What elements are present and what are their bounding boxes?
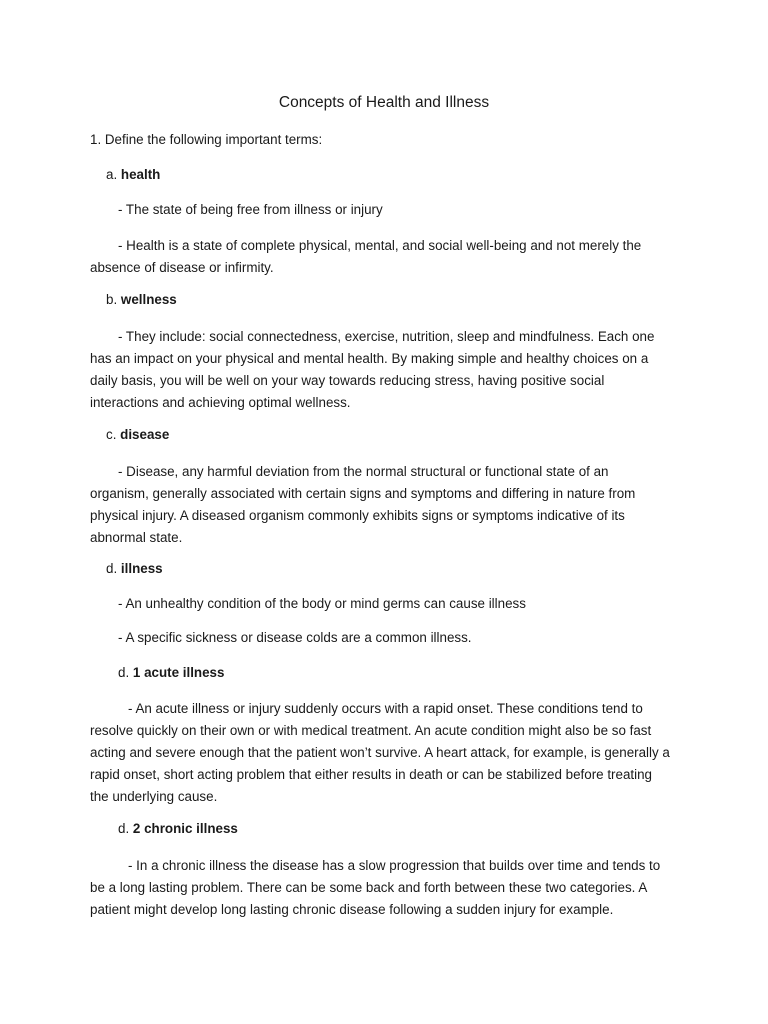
illness-definition-1: - An unhealthy condition of the body or mind germs can cause illness bbox=[118, 596, 526, 611]
term-label: a. bbox=[106, 167, 118, 182]
term-heading-acute-illness bbox=[118, 665, 224, 680]
health-definition-2: - Health is a state of complete physical, mental, and social well-being and not merely the absence of disease or infirmity. bbox=[90, 238, 642, 275]
term-name: 2 chronic illness bbox=[132, 821, 238, 836]
term-heading-chronic-illness bbox=[118, 821, 238, 836]
page-title: Concepts of Health and Illness bbox=[278, 94, 490, 111]
term-heading-illness bbox=[106, 561, 163, 576]
acute-illness-definition: - An acute illness or injury suddenly occurs with a rapid onset. These conditions tend to resolve quickly on their own or with medical treatment. An acute condition might also be so fast acting and severe enough that the patient won’t survive. A heart attack, for example, is generally a rapid onset, short acting problem that either results in death or can be stabilized before treating the underlying cause. bbox=[90, 701, 670, 804]
wellness-definition: - They include: social connectedness, exercise, nutrition, sleep and mindfulness. Each one has an impact on your physical and mental health. By making simple and healthy choices on a daily basis, you will be well on your way towards reducing stress, having positive social interactions and achieving optimal wellness. bbox=[90, 329, 655, 410]
health-definition-1: - The state of being free from illness or injury bbox=[118, 202, 383, 217]
term-name: wellness bbox=[120, 292, 177, 307]
term-label: d. bbox=[118, 821, 130, 836]
term-label: d. bbox=[118, 665, 130, 680]
chronic-illness-definition: - In a chronic illness the disease has a slow progression that builds over time and tends to be a long lasting problem. There can be some back and forth between these two categories. A patient might develop long lasting chronic disease following a sudden injury for example. bbox=[90, 858, 661, 917]
disease-definition: - Disease, any harmful deviation from the normal structural or functional state of an organism, generally associated with certain signs and symptoms and differing in nature from physical injury. A diseased organism commonly exhibits signs or symptoms indicative of its abnormal state. bbox=[90, 464, 636, 545]
term-label: c. bbox=[106, 427, 117, 442]
illness-definition-2: - A specific sickness or disease colds are a common illness. bbox=[118, 630, 472, 645]
term-name: disease bbox=[120, 427, 170, 442]
term-heading-disease bbox=[106, 427, 169, 442]
term-name: 1 acute illness bbox=[132, 665, 225, 680]
term-name: illness bbox=[120, 561, 163, 576]
term-heading-health bbox=[106, 167, 160, 182]
term-label: b. bbox=[106, 292, 118, 307]
term-label: d. bbox=[106, 561, 118, 576]
question-heading: 1. Define the following important terms: bbox=[90, 132, 323, 147]
term-name: health bbox=[120, 167, 161, 182]
term-heading-wellness bbox=[106, 292, 177, 307]
